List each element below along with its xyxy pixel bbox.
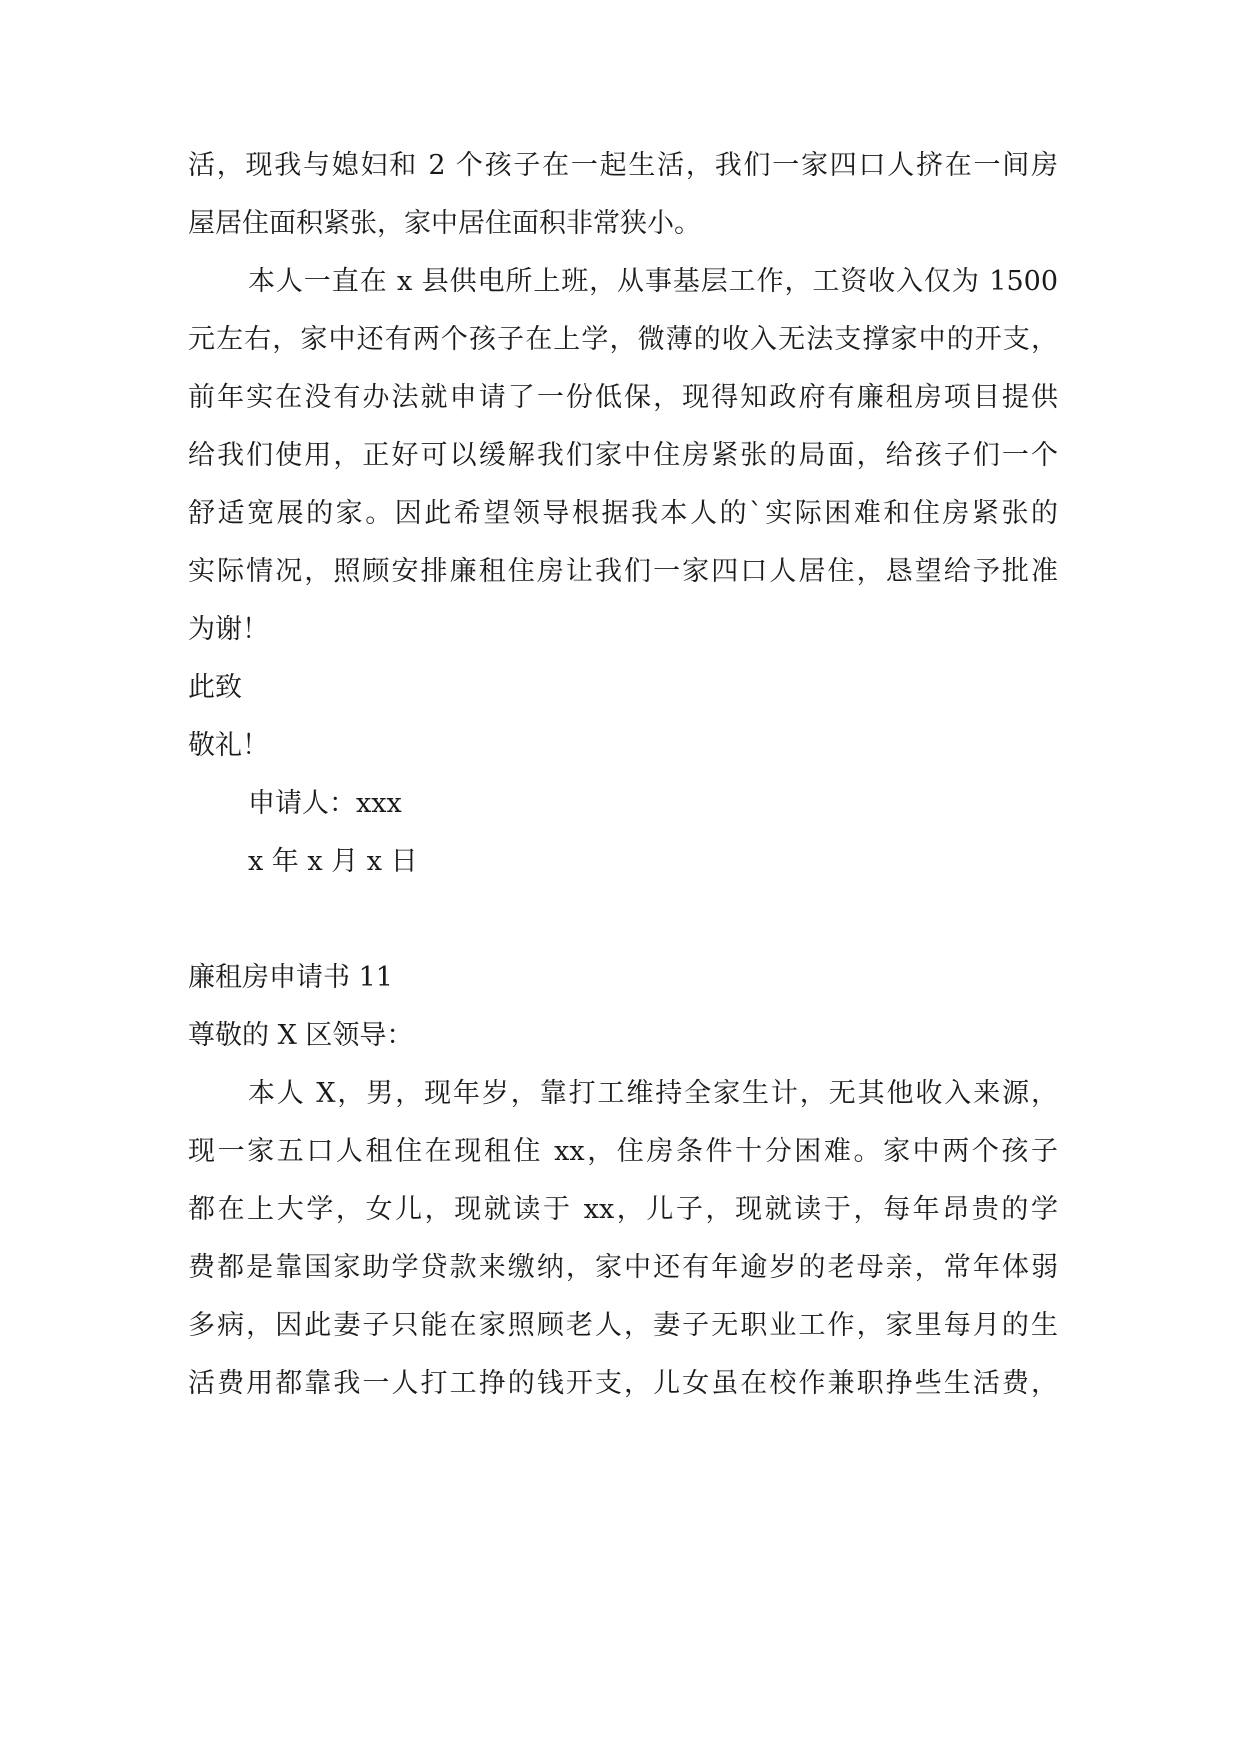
closing-ci-zhi: 此致: [188, 672, 242, 703]
s1-p1-line-1: 活，现我与媳妇和 2 个孩子在一起生活，我们一家四口人挤在一间房: [188, 150, 1058, 181]
s1-p2-line-7: 为谢！: [188, 614, 269, 645]
s2-p1-line-1: 本人 X，男，现年岁，靠打工维持全家生计，无其他收入来源，: [248, 1078, 1058, 1109]
s1-p2-line-3: 前年实在没有办法就申请了一份低保，现得知政府有廉租房项目提供: [188, 382, 1058, 413]
section-title: 廉租房申请书 11: [188, 962, 393, 993]
s1-p2-line-2: 元左右，家中还有两个孩子在上学，微薄的收入无法支撑家中的开支，: [188, 324, 1058, 355]
application-date: x 年 x 月 x 日: [248, 846, 418, 877]
s1-p2-line-1: 本人一直在 x 县供电所上班，从事基层工作，工资收入仅为 1500: [248, 266, 1058, 297]
s1-p2-line-6: 实际情况，照顾安排廉租住房让我们一家四口人居住，恳望给予批准: [188, 556, 1058, 587]
s2-p1-line-5: 多病，因此妻子只能在家照顾老人，妻子无职业工作，家里每月的生: [188, 1310, 1058, 1341]
applicant-signature: 申请人：xxx: [248, 788, 402, 819]
s1-p1-line-2: 屋居住面积紧张，家中居住面积非常狭小。: [188, 208, 701, 239]
s2-p1-line-6: 活费用都靠我一人打工挣的钱开支，儿女虽在校作兼职挣些生活费，: [188, 1368, 1058, 1399]
s1-p2-line-4: 给我们使用，正好可以缓解我们家中住房紧张的局面，给孩子们一个: [188, 440, 1058, 471]
closing-jing-li: 敬礼！: [188, 730, 269, 761]
s2-p1-line-2: 现一家五口人租住在现租住 xx，住房条件十分困难。家中两个孩子: [188, 1136, 1058, 1167]
s2-p1-line-3: 都在上大学，女儿，现就读于 xx，儿子，现就读于，每年昂贵的学: [188, 1194, 1058, 1225]
salutation: 尊敬的 X 区领导：: [188, 1020, 414, 1051]
s1-p2-line-5: 舒适宽展的家。因此希望领导根据我本人的`实际困难和住房紧张的: [188, 498, 1058, 529]
s2-p1-line-4: 费都是靠国家助学贷款来缴纳，家中还有年逾岁的老母亲，常年体弱: [188, 1252, 1058, 1283]
